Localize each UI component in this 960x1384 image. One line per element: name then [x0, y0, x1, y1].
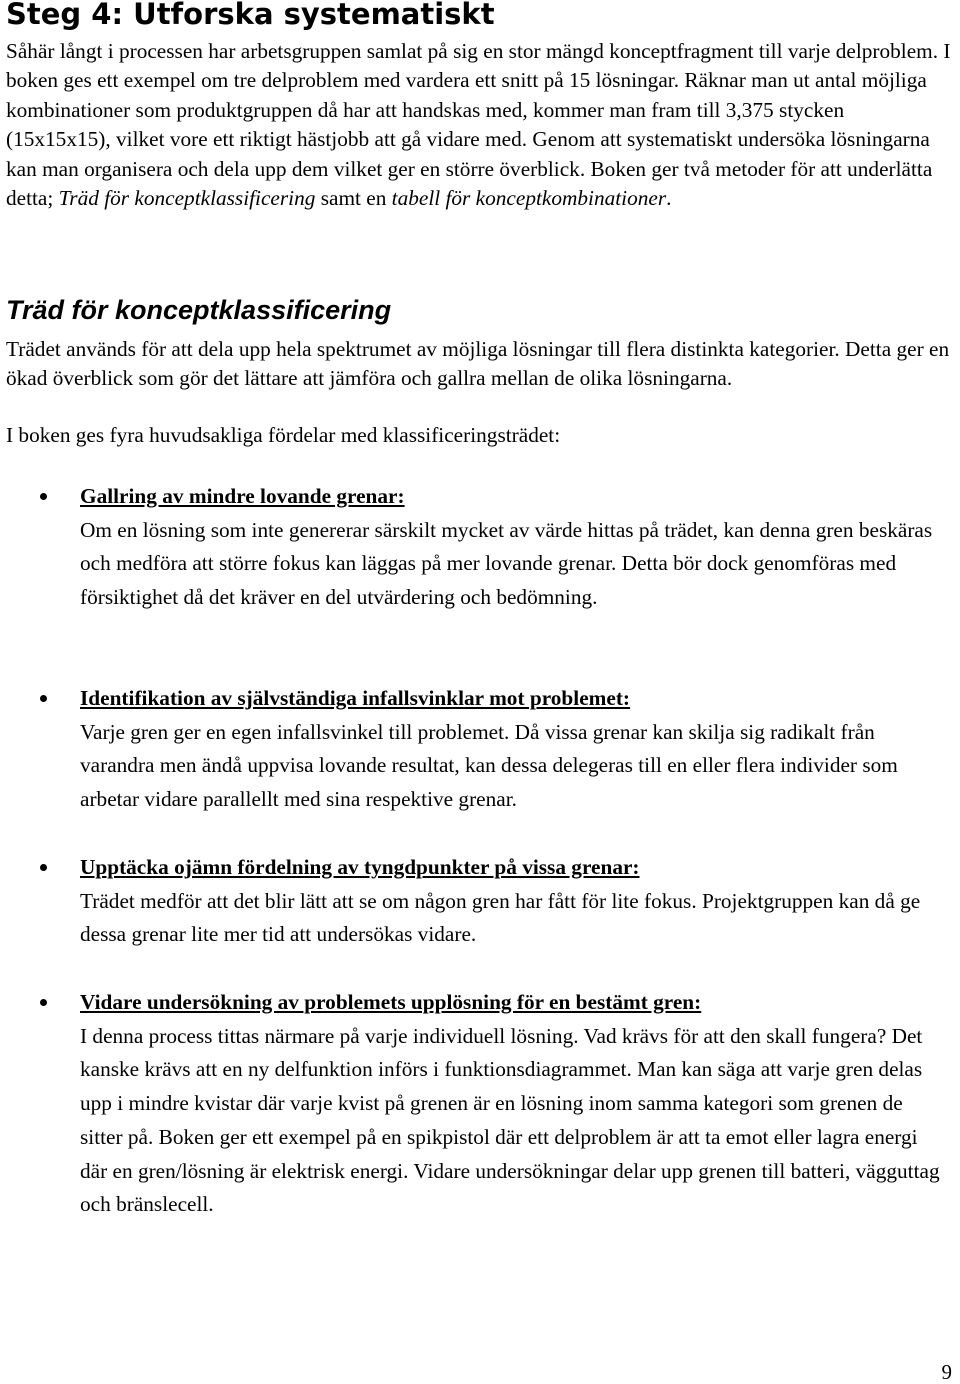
bullet-body: Varje gren ger en egen infallsvinkel till problemet. Då vissa grenar kan skilja sig radikalt från varandra men ändå uppvisa lovande resultat, kan dessa delegeras till en eller flera individer som arbetar vidare parallellt med sina respektive grenar. [80, 719, 898, 812]
intro-italic-tree: Träd för konceptklassificering [58, 186, 316, 211]
bullet-body: Trädet medför att det blir lätt att se om någon gren har fått för lite fokus. Projektgruppen kan då ge dessa grenar lite mer tid att undersökas vidare. [80, 888, 921, 947]
bullet-dot-icon [40, 695, 47, 702]
bullet-item-distribution [80, 851, 950, 952]
bullet-item-pruning [80, 480, 950, 615]
intro-text: Såhär långt i processen har arbetsgruppen samlat på sig en stor mängd konceptfragment till varje delproblem. I boken ges ett exempel om tre delproblem med vardera ett snitt på 15 lösningar. Räknar man ut antal möjliga kombinationer som produktgruppen då har att handskas med, kommer man fram till 3,375 stycken (15x15x15), vilket vore ett riktigt hästjobb att gå vidare med. Genom att systematiskt undersöka lösningarna kan man organisera och dela upp dem vilket ger en större överblick. Boken ger två metoder för att underlätta detta; [6, 39, 951, 211]
bullet-title: Identifikation av självständiga infallsvinklar mot problemet: [80, 686, 631, 710]
page-heading: Steg 4: Utforska systematiskt [6, 0, 495, 31]
page-number: 9 [941, 1360, 952, 1384]
bullet-dot-icon [40, 493, 47, 500]
bullet-dot-icon [40, 864, 47, 871]
section-paragraph: Trädet används för att dela upp hela spektrumet av möjliga lösningar till flera distinkta kategorier. Detta ger en ökad överblick som gör det lättare att jämföra och gallra mellan de olika lösningarna. [6, 337, 950, 390]
intro-middle: samt en [315, 186, 392, 211]
section-intro-line: I boken ges fyra huvudsakliga fördelar med klassificeringsträdet: [6, 423, 561, 447]
bullet-body: I denna process tittas närmare på varje individuell lösning. Vad krävs för att den skall fungera? Det kanske krävs att en ny delfunktion införs i funktionsdiagrammet. Man kan säga att varje gren delas upp i mindre kvistar där varje kvist på grenen är en lösning inom samma kategori som grenen de sitter på. Boken ger ett exempel på en spikpistol där ett delproblem är att ta emot eller lagra energi där en gren/lösning är elektrisk energi. Vidare undersökningar delar upp grenen till batteri, vägguttag och bränslecell. [80, 1023, 940, 1217]
section-heading: Träd för konceptklassificering [6, 295, 392, 325]
bullet-title: Upptäcka ojämn fördelning av tyngdpunkter på vissa grenar: [80, 855, 640, 879]
intro-end: . [666, 186, 672, 211]
bullet-item-resolution [80, 986, 950, 1222]
bullet-dot-icon [40, 999, 47, 1006]
bullet-title: Gallring av mindre lovande grenar: [80, 484, 405, 508]
bullet-item-angles [80, 682, 950, 817]
intro-italic-table: tabell för konceptkombinationer [391, 186, 667, 211]
bullet-title: Vidare undersökning av problemets upplösning för en bestämt gren: [80, 990, 702, 1014]
bullet-body: Om en lösning som inte genererar särskilt mycket av värde hittas på trädet, kan denna gren beskäras och medföra att större fokus kan läggas på mer lovande grenar. Detta bör dock genomföras med försiktighet då det kräver en del utvärdering och bedömning. [80, 517, 933, 610]
intro-paragraph [6, 37, 951, 213]
